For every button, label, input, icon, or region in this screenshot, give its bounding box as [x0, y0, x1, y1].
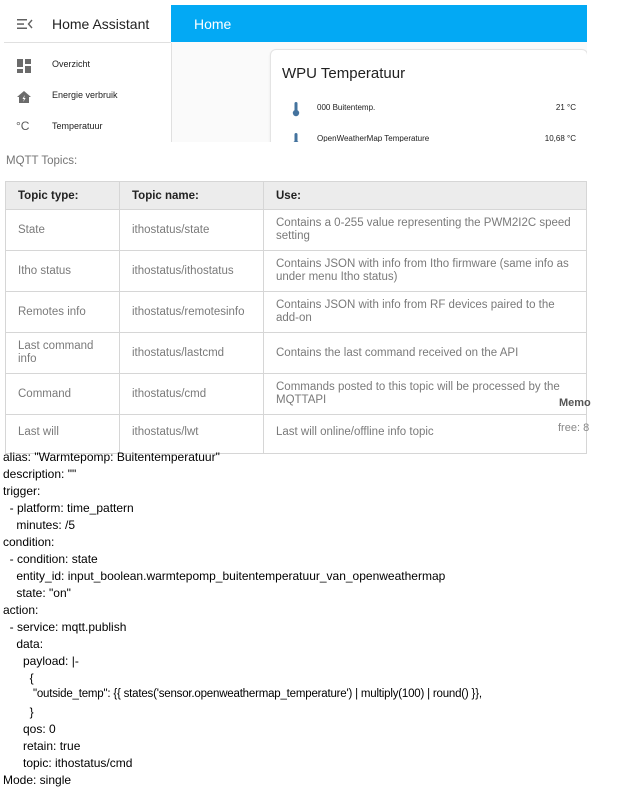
table-row [6, 292, 587, 333]
table-row [6, 333, 587, 374]
sidebar-item-temperatuur[interactable] [4, 113, 171, 142]
celsius-icon: °C [16, 119, 30, 133]
topic-use-cell: Contains the last command received on the API [264, 333, 587, 374]
topic-type-cell: Itho status [6, 251, 120, 292]
topic-name-cell: ithostatus/lastcmd [120, 333, 264, 374]
yaml-line: description: "" [3, 467, 77, 481]
yaml-line: topic: ithostatus/cmd [3, 756, 133, 770]
yaml-line: minutes: /5 [3, 518, 76, 532]
table-row [6, 415, 587, 454]
entities-card [270, 49, 587, 142]
free-memory-fragment: free: 8 [558, 422, 590, 434]
sidebar-nav [4, 43, 172, 142]
yaml-line: data: [3, 637, 44, 651]
mqtt-topics-table [5, 181, 590, 454]
sidebar-item-label: Energie verbruik [52, 90, 118, 100]
card-title: WPU Temperatuur [282, 65, 406, 82]
sidebar-item-label: Temperatuur [52, 121, 103, 131]
page-title: Home [194, 16, 232, 32]
entity-value: 21 °C [555, 103, 576, 112]
topic-name-cell: ithostatus/cmd [120, 374, 264, 415]
yaml-line: - condition: state [3, 552, 98, 566]
app-title: Home Assistant [52, 16, 150, 32]
topic-type-cell: Remotes info [6, 292, 120, 333]
topic-use-cell: Contains JSON with info from RF devices paired to the add-on [264, 292, 587, 333]
topic-name-cell: ithostatus/lwt [120, 415, 264, 454]
topic-type-cell: Command [6, 374, 120, 415]
entity-row[interactable] [271, 97, 587, 121]
yaml-line: qos: 0 [3, 722, 56, 736]
topic-use-cell: Contains a 0-255 value representing the PWM2I2C speed setting [264, 210, 587, 251]
yaml-line: "outside_temp": {{ states('sensor.openweathermap_temperature') | multiply(100) | round() }}, [3, 688, 482, 700]
sidebar-item-label: Overzicht [52, 59, 91, 69]
yaml-line: alias: "Warmtepomp: Buitentemperatuur" [3, 450, 220, 464]
topic-use-cell: Contains JSON with info from Itho firmware (same info as under menu Itho status) [264, 251, 587, 292]
menu-icon[interactable] [16, 16, 34, 32]
energy-icon [16, 90, 32, 104]
topic-type-cell: Last will [6, 415, 120, 454]
sidebar-item-energie[interactable] [4, 82, 171, 112]
top-app-bar [171, 5, 587, 42]
home-assistant-screenshot [4, 5, 587, 142]
entity-name: OpenWeatherMap Temperature [317, 134, 430, 142]
yaml-line: action: [3, 603, 39, 617]
yaml-line: state: "on" [3, 586, 71, 600]
column-header-topic-type: Topic type: [6, 182, 120, 210]
yaml-line: entity_id: input_boolean.warmtepomp_buitentemperatuur_van_openweathermap [3, 569, 446, 583]
yaml-line: payload: |- [3, 654, 79, 668]
topic-name-cell: ithostatus/state [120, 210, 264, 251]
yaml-line: Mode: single [3, 773, 72, 787]
memory-label-fragment: Memo [559, 397, 591, 409]
mqtt-topics-caption: MQTT Topics: [6, 155, 78, 167]
sidebar-item-overzicht[interactable] [4, 51, 171, 81]
table-row [6, 374, 587, 415]
column-header-topic-name: Topic name: [120, 182, 264, 210]
entity-value: 10,68 °C [544, 134, 576, 142]
topic-use-cell: Last will online/offline info topic [264, 415, 587, 454]
yaml-line: trigger: [3, 484, 41, 498]
entity-row[interactable] [271, 128, 587, 142]
topic-name-cell: ithostatus/remotesinfo [120, 292, 264, 333]
thermometer-icon [291, 132, 301, 142]
yaml-line: retain: true [3, 739, 81, 753]
yaml-line: } [3, 705, 34, 719]
topic-use-cell: Commands posted to this topic will be processed by the MQTTAPI [264, 374, 587, 415]
entity-name: 000 Buitentemp. [317, 103, 376, 112]
topic-type-cell: State [6, 210, 120, 251]
yaml-line: condition: [3, 535, 55, 549]
table-header-row [6, 182, 587, 210]
table-row [6, 210, 587, 251]
sidebar-header [4, 5, 171, 43]
column-header-use: Use: [264, 182, 587, 210]
topic-name-cell: ithostatus/ithostatus [120, 251, 264, 292]
yaml-line: { [3, 671, 34, 685]
dashboard-icon [16, 59, 32, 73]
table-row [6, 251, 587, 292]
yaml-line: - platform: time_pattern [3, 501, 134, 515]
yaml-line: - service: mqtt.publish [3, 620, 127, 634]
thermometer-icon [291, 101, 301, 117]
topic-type-cell: Last command info [6, 333, 120, 374]
